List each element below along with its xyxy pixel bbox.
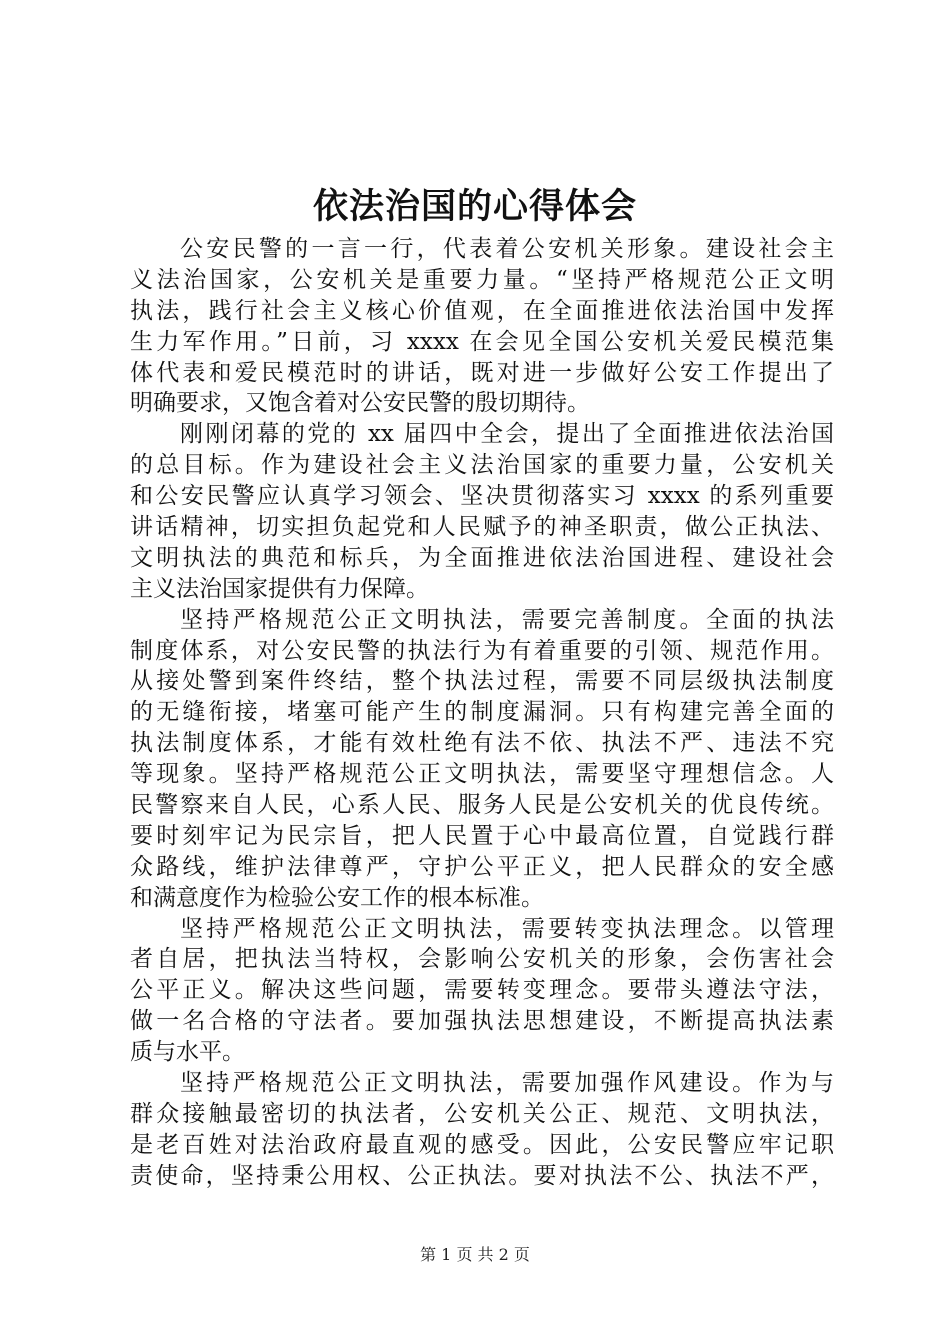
text-line: 执法，践行社会主义核心价值观，在全面推进依法治国中发挥 — [130, 297, 834, 324]
page-footer: 第 1 页 共 2 页 — [420, 1245, 530, 1264]
document-body — [130, 234, 834, 1192]
text-line: 从接处警到案件终结，整个执法过程，需要不同层级执法制度 — [130, 668, 834, 695]
text-line: 民警察来自人民，心系人民、服务人民是公安机关的优良传统。 — [130, 792, 834, 819]
text-line: 体代表和爱民模范时的讲话，既对进一步做好公安工作提出了 — [130, 359, 834, 386]
text-line: 公平正义。解决这些问题，需要转变理念。要带头遵法守法， — [130, 977, 834, 1004]
text-line: 生力军作用。”日前，习 xxxx 在会见全国公安机关爱民模范集 — [130, 328, 834, 355]
paragraph — [130, 914, 834, 1068]
text-line: 的总目标。作为建设社会主义法治国家的重要力量，公安机关 — [130, 452, 834, 479]
text-line: 众路线，维护法律尊严，守护公平正义，把人民群众的安全感 — [130, 853, 834, 880]
text-line: 坚持严格规范公正文明执法，需要转变执法理念。以管理 — [180, 915, 834, 942]
text-line: 者自居，把执法当特权，会影响公安机关的形象，会伤害社会 — [130, 946, 834, 973]
text-line: 文明执法的典范和标兵，为全面推进依法治国进程、建设社会 — [130, 544, 834, 571]
text-line: 坚持严格规范公正文明执法，需要加强作风建设。作为与 — [180, 1070, 834, 1097]
document-title: 依法治国的心得体会 — [312, 186, 637, 227]
text-line: 明确要求，又饱含着对公安民警的殷切期待。 — [130, 390, 590, 417]
paragraph — [130, 419, 834, 604]
text-line: 责使命，坚持秉公用权、公正执法。要对执法不公、执法不严， — [130, 1162, 834, 1189]
text-line: 坚持严格规范公正文明执法，需要完善制度。全面的执法 — [180, 606, 834, 633]
text-line: 讲话精神，切实担负起党和人民赋予的神圣职责，做公正执法、 — [130, 514, 834, 541]
paragraph — [130, 605, 834, 914]
text-line: 主义法治国家提供有力保障。 — [130, 575, 429, 602]
text-line: 执法制度体系，才能有效杜绝有法不依、执法不严、违法不究 — [130, 730, 834, 757]
text-line: 制度体系，对公安民警的执法行为有着重要的引领、规范作用。 — [130, 637, 834, 664]
text-line: 是老百姓对法治政府最直观的感受。因此，公安民警应牢记职 — [130, 1131, 834, 1158]
text-line: 和公安民警应认真学习领会、坚决贯彻落实习 xxxx 的系列重要 — [130, 483, 834, 510]
text-line: 义法治国家，公安机关是重要力量。“坚持严格规范公正文明 — [130, 266, 834, 293]
text-line: 质与水平。 — [130, 1039, 245, 1066]
text-line: 做一名合格的守法者。要加强执法思想建设，不断提高执法素 — [130, 1008, 834, 1035]
text-line: 要时刻牢记为民宗旨，把人民置于心中最高位置，自觉践行群 — [130, 822, 834, 849]
text-line: 的无缝衔接，堵塞可能产生的制度漏洞。只有构建完善全面的 — [130, 699, 834, 726]
text-line: 等现象。坚持严格规范公正文明执法，需要坚守理想信念。人 — [130, 761, 834, 788]
text-line: 群众接触最密切的执法者，公安机关公正、规范、文明执法， — [130, 1100, 834, 1127]
text-line: 公安民警的一言一行，代表着公安机关形象。建设社会主 — [180, 236, 834, 262]
paragraph — [130, 234, 834, 419]
paragraph — [130, 1068, 834, 1192]
text-line: 刚刚闭幕的党的 xx 届四中全会，提出了全面推进依法治国 — [180, 421, 834, 448]
text-line: 和满意度作为检验公安工作的根本标准。 — [130, 884, 544, 911]
